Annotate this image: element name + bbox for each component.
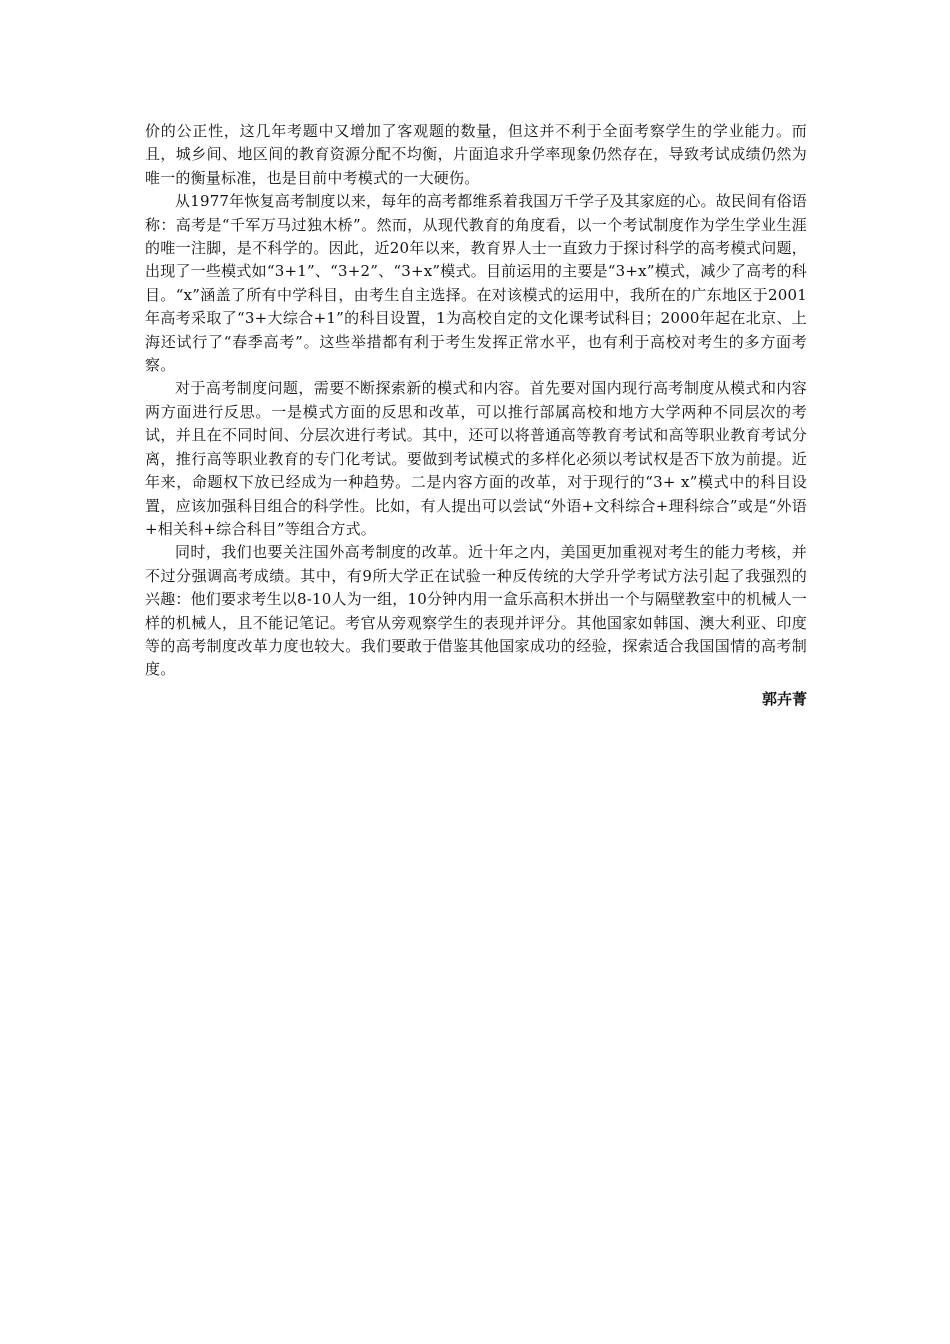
paragraph-foreign-reforms: 同时，我们也要关注国外高考制度的改革。近十年之内，美国更加重视对考生的能力考核，并不过分强调高考成绩。其中，有9所大学正在试验一种反传统的大学升学考试方法引起了我强烈的兴趣：他们要求考生以8-10人为一组，10分钟内用一盒乐高积木拼出一个与隔壁教室中的机械人一样的机械人，且不能记笔记。考官从旁观察学生的表现并评分。其他国家如韩国、澳大利亚、印度等的高考制度改革力度也较大。我们要敢于借鉴其他国家成功的经验，探索适合我国国情的高考制度。 xyxy=(145,543,807,679)
paragraph-continuation: 价的公正性，这几年考题中又增加了客观题的数量，但这并不利于全面考察学生的学业能力。而且，城乡间、地区间的教育资源分配不均衡，片面追求升学率现象仍然存在，导致考试成绩仍然为唯一的衡量标准，也是目前中考模式的一大硬伤。 xyxy=(145,122,807,187)
author-signature: 郭卉菁 xyxy=(761,689,807,708)
paragraph-gaokao-history: 从1977年恢复高考制度以来，每年的高考都维系着我国万千学子及其家庭的心。故民间有俗语称：高考是“千军万马过独木桥”。然而，从现代教育的角度看，以一个考试制度作为学生学业生涯的唯一注脚，是不科学的。因此，近20年以来，教育界人士一直致力于探讨科学的高考模式问题，出现了一些模式如“3+1”、“3+2”、“3+x”模式。目前运用的主要是“3+x”模式，减少了高考的科目。“x”涵盖了所有中学科目，由考生自主选择。在对该模式的运用中，我所在的广东地区于2001年高考采取了“3+大综合+1”的科目设置，1为高校自定的文化课考试科目；2000年起在北京、上海还试行了“春季高考”。这些举措都有利于考生发挥正常水平，也有利于高校对考生的多方面考察。 xyxy=(145,192,807,375)
paragraph-reform-proposals: 对于高考制度问题，需要不断探索新的模式和内容。首先要对国内现行高考制度从模式和内容两方面进行反思。一是模式方面的反思和改革，可以推行部属高校和地方大学两种不同层次的考试，并且在不同时间、分层次进行考试。其中，还可以将普通高等教育考试和高等职业教育考试分离，推行高等职业教育的专门化考试。要做到考试模式的多样化必须以考试权是否下放为前提。近年来，命题权下放已经成为一种趋势。二是内容方面的改革，对于现行的“3+ x”模式中的科目设置，应该加强科目组合的科学性。比如，有人提出可以尝试“外语+文科综合+理科综合”或是“外语+相关科+综合科目”等组合方式。 xyxy=(145,379,807,538)
article-body xyxy=(145,120,807,711)
